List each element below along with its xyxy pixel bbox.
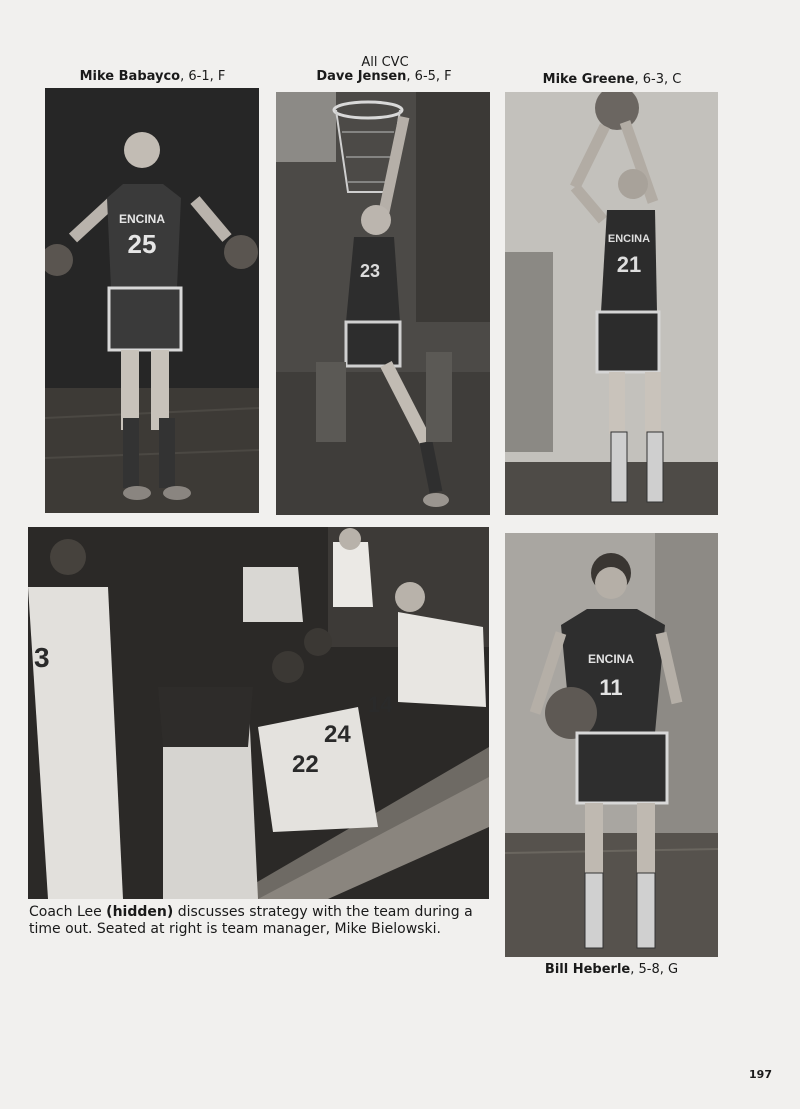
jersey-number: 24 [324,721,351,748]
photo-greene [505,92,718,515]
player-stats: , 6-5, F [406,69,452,84]
page-number: 197 [749,1068,772,1081]
jersey-number: 3 [34,642,50,673]
player-name: Dave Jensen [316,69,407,84]
player-stats: , 6-3, C [634,72,682,87]
jersey-text: ENCINA [607,233,651,245]
jersey-number: 14 [368,692,393,717]
jersey-number: 22 [292,751,319,778]
jersey-number: 23 [360,261,381,281]
player-stats: , 6-1, F [180,69,226,84]
player-caption-greene [506,72,718,87]
photo-heberle [505,533,718,957]
caption-text-start: Coach Lee [29,904,107,920]
caption-bold: (hidden) [106,904,174,920]
all-cvc-heading: All CVC [361,55,409,70]
jersey-text: ENCINA [587,652,635,666]
jersey-number: 11 [599,675,623,700]
huddle-caption [29,904,499,938]
player-caption-heberle [505,962,718,977]
player-caption-jensen [277,69,491,84]
player-name: Bill Heberle [544,962,631,977]
jersey-number: 21 [616,252,642,277]
photo-jensen [276,92,490,515]
player-name: Mike Babayco [79,69,181,84]
jersey-text: ENCINA [118,212,166,226]
photo-huddle [28,527,489,899]
player-caption-babayco [45,69,260,84]
photo-babayco [45,88,259,513]
player-name: Mike Greene [542,72,635,87]
player-stats: , 5-8, G [630,962,679,977]
jersey-number: 25 [127,229,157,259]
caption-text-end: discusses strategy with the team during a time out. Seated at right is team manager, Mike Bielowski. [29,904,473,937]
